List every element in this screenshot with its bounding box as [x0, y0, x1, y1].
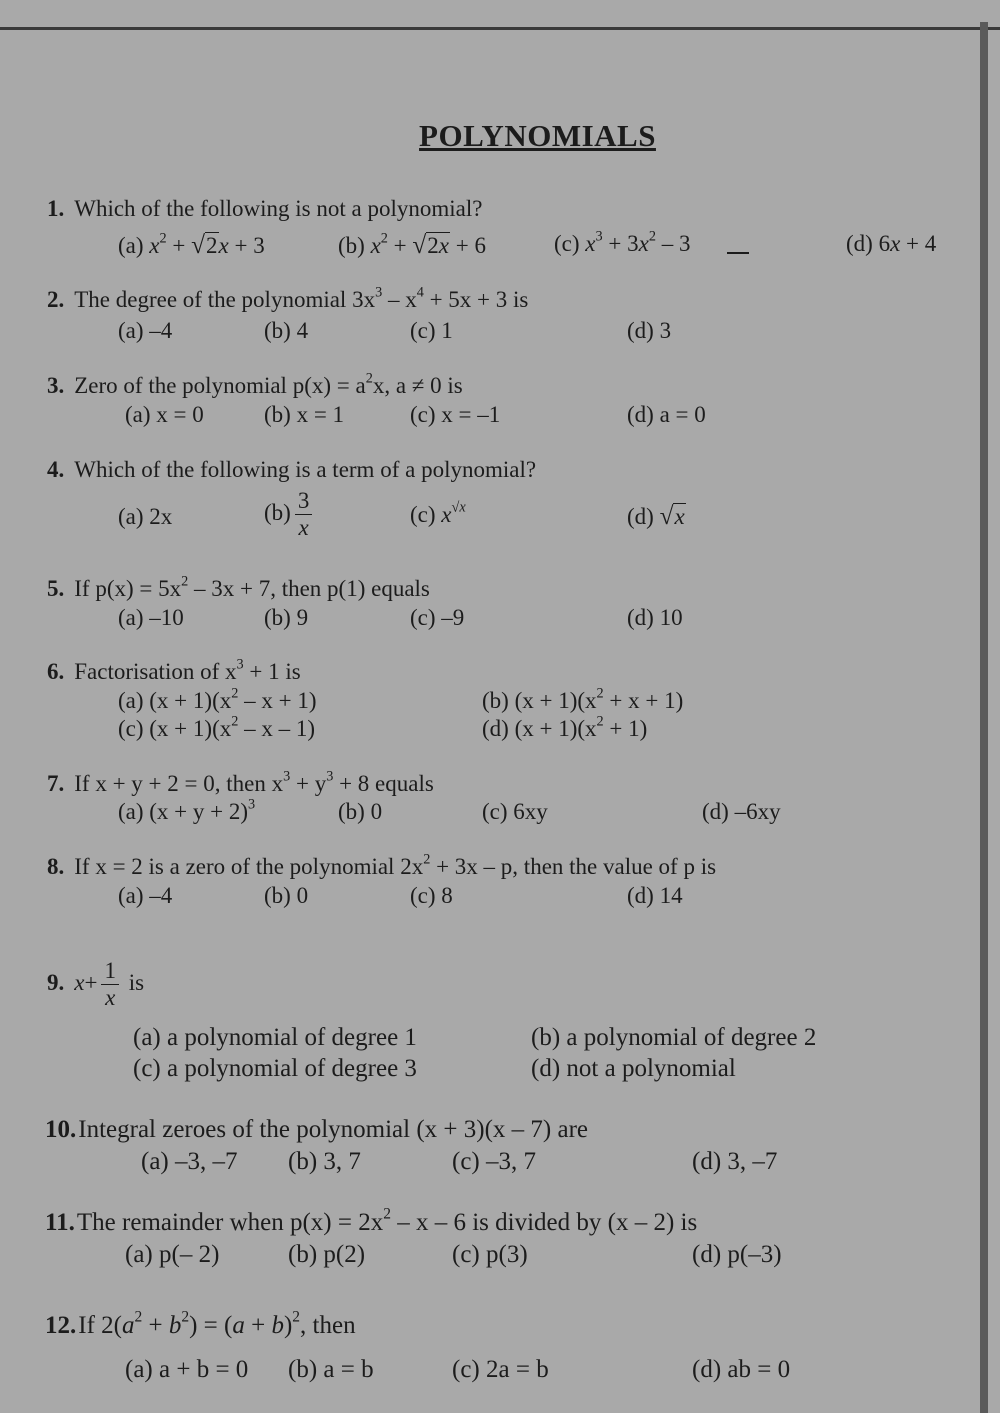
q8-option-a: (a) –4	[118, 883, 173, 908]
q3-option-b: (b) x = 1	[264, 402, 345, 427]
question-5: 5. If $p(x) = 5x^2 - 3x + 7$, then p(1) equals	[47, 573, 430, 601]
q5-option-a: (a) –10	[118, 605, 184, 630]
q1-option-a: (a) $x^2 + √2x + 3$	[118, 230, 265, 259]
question-6: 6. Factorisation of $x^3 + 1$ is	[47, 656, 301, 684]
q10-option-b: (b) 3, 7	[288, 1148, 361, 1175]
q8-option-d: (d) 14	[627, 883, 683, 908]
q12-option-d: (d) ab = 0	[692, 1356, 791, 1383]
q2-option-a: (a) –4	[118, 318, 173, 343]
q5-option-c: (c) –9	[410, 605, 465, 630]
q2-option-d: (d) 3	[627, 318, 672, 343]
q9-option-d: (d) not a polynomial	[531, 1055, 736, 1082]
question-3: 3. Zero of the polynomial $p(x) = a^2x$, a ≠ 0 is	[47, 370, 463, 398]
q7-option-c: (c) 6xy	[482, 799, 548, 824]
q4-option-a: (a) 2x	[118, 504, 173, 529]
q12-option-c: (c) 2a = b	[452, 1356, 549, 1383]
stray-dash-mark	[727, 252, 749, 254]
q5-option-b: (b) 9	[264, 605, 309, 630]
q10-option-a: (a) –3, –7	[141, 1148, 238, 1175]
q9-option-b: (b) a polynomial of degree 2	[531, 1024, 817, 1051]
question-7: 7. If x + y + 2 = 0, then $x^3 + y^3 + 8$ equals	[47, 768, 434, 796]
q9-option-a: (a) a polynomial of degree 1	[133, 1024, 417, 1051]
q4-option-d: (d) √x	[627, 502, 685, 530]
q11-option-a: (a) p(– 2)	[125, 1241, 220, 1268]
question-1	[47, 196, 482, 222]
q11-option-d: (d) p(–3)	[692, 1241, 782, 1268]
q4-option-c: (c) $x^{√x}$	[410, 499, 466, 527]
q1-option-c: (c) $x^3 + 3x^2 - 3$	[554, 228, 691, 256]
question-2: 2. The degree of the polynomial $3x^3 - x^4 + 5x + 3$ is	[47, 284, 529, 312]
page-title: POLYNOMIALS	[419, 118, 656, 153]
question-10: 10.Integral zeroes of the polynomial (x + 3)(x – 7) are	[45, 1116, 588, 1143]
q5-option-d: (d) 10	[627, 605, 683, 630]
q1-option-d: (d) 6x + 4	[846, 231, 937, 256]
q3-option-a: (a) x = 0	[125, 402, 204, 427]
top-rule	[0, 27, 1000, 30]
right-margin-rule	[980, 22, 988, 1413]
q8-option-b: (b) 0	[264, 883, 309, 908]
q6-option-d: (d) $(x + 1)(x^2 + 1)$	[482, 713, 648, 741]
question-11: 11.The remainder when $p(x) = 2x^2 - x - 6$ is divided by (x – 2) is	[45, 1205, 698, 1236]
q11-option-b: (b) p(2)	[288, 1241, 366, 1268]
question-12: 12.If $2(a^2 + b^2) = (a + b)^2$, then	[45, 1308, 356, 1339]
q4-option-b: (b) $\frac{3}{x}$	[264, 488, 316, 541]
q2-option-c: (c) 1	[410, 318, 453, 343]
q10-option-c: (c) –3, 7	[452, 1148, 536, 1175]
q10-option-d: (d) 3, –7	[692, 1148, 778, 1175]
question-number: 1.	[47, 196, 65, 221]
question-8: 8. If x = 2 is a zero of the polynomial $2x^2 + 3x - p$, then the value of p is	[47, 851, 717, 879]
question-text: Which of the following is not a polynomial?	[74, 196, 483, 221]
q7-option-b: (b) 0	[338, 799, 383, 824]
q6-option-a: (a) $(x + 1)(x^2 - x + 1)$	[118, 685, 317, 713]
q11-option-c: (c) p(3)	[452, 1241, 528, 1268]
q8-option-c: (c) 8	[410, 883, 453, 908]
q7-option-d: (d) –6xy	[702, 799, 781, 824]
question-4: 4. Which of the following is a term of a polynomial?	[47, 457, 537, 482]
q9-option-c: (c) a polynomial of degree 3	[133, 1055, 417, 1082]
q3-option-d: (d) a = 0	[627, 402, 706, 427]
q2-option-b: (b) 4	[264, 318, 309, 343]
q6-option-c: (c) $(x + 1)(x^2 - x - 1)$	[118, 713, 316, 741]
q3-option-c: (c) x = –1	[410, 402, 501, 427]
q1-option-b: (b) $x^2 + √2x + 6$	[338, 230, 486, 259]
q7-option-a: (a) $(x + y + 2)^3$	[118, 796, 256, 824]
q6-option-b: (b) $(x + 1)(x^2 + x + 1)$	[482, 685, 684, 713]
q12-option-b: (b) a = b	[288, 1356, 374, 1383]
question-9: 9. x+ $\frac{1}{x}$ is	[47, 958, 145, 1010]
q12-option-a: (a) a + b = 0	[125, 1356, 249, 1383]
